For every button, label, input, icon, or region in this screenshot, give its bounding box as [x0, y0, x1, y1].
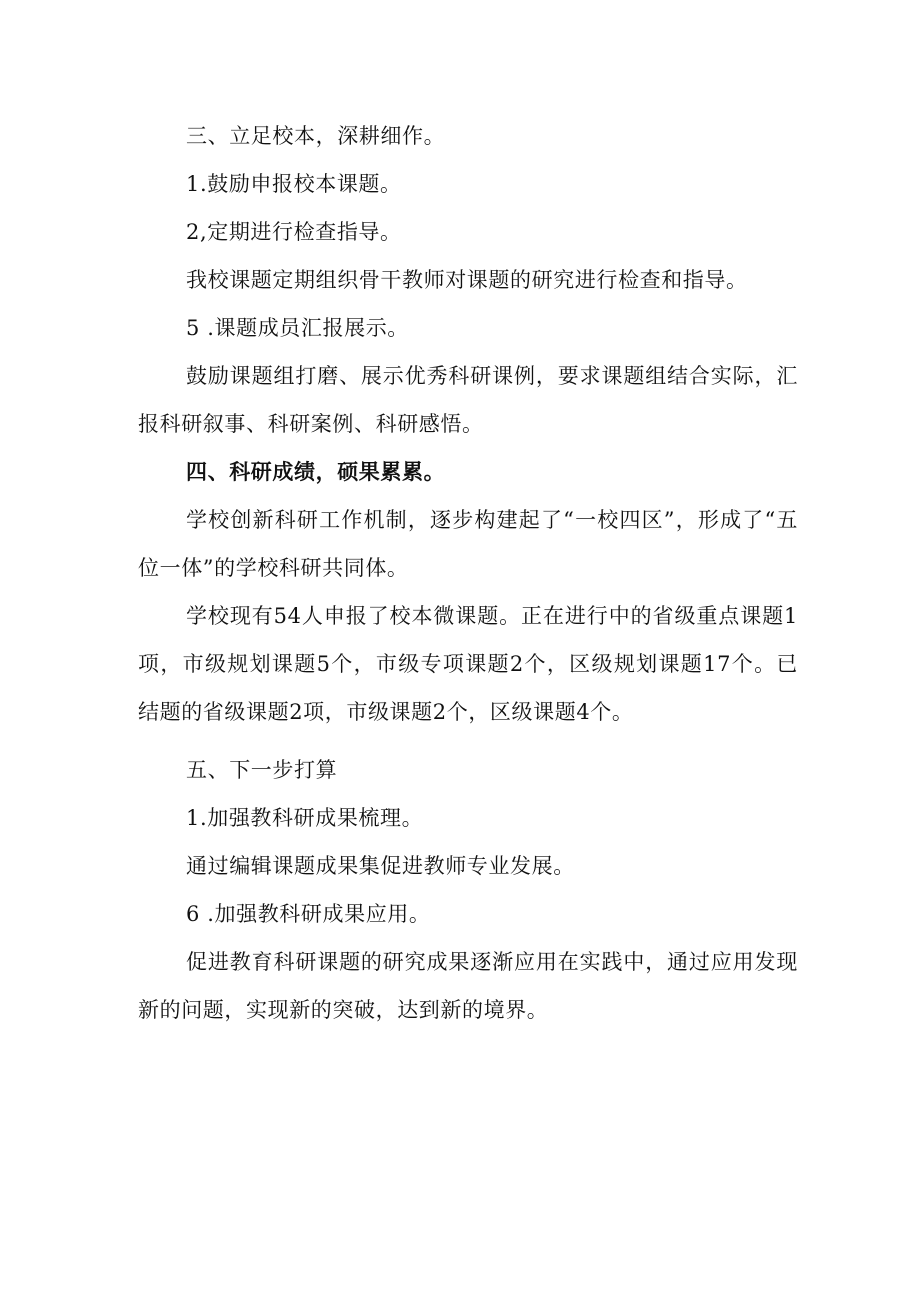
list-item-6: 6 .加强教科研成果应用。 — [186, 902, 431, 926]
list-item-5: 5 .课题成员汇报展示。 — [186, 316, 409, 340]
section-heading-3: 三、立足校本，深耕细作。 — [186, 124, 446, 148]
paragraph-inspection: 我校课题定期组织骨干教师对课题的研究进行检查和指导。 — [186, 268, 748, 292]
document-body — [138, 112, 798, 1034]
list-item-1: 1.鼓励申报校本课题。 — [186, 172, 402, 196]
list-item-2: 2,定期进行检查指导。 — [186, 220, 402, 244]
section-heading-5: 五、下一步打算 — [186, 758, 338, 782]
paragraph-mechanism: 学校创新科研工作机制，逐步构建起了“一校四区”，形成了“五位一体”的学校科研共同体。 — [138, 508, 798, 580]
paragraph-showcase: 鼓励课题组打磨、展示优秀科研课例，要求课题组结合实际，汇报科研叙事、科研案例、科研感悟。 — [138, 364, 798, 436]
section-heading-4: 四、科研成绩，硕果累累。 — [186, 460, 446, 484]
paragraph-statistics: 学校现有54人申报了校本微课题。正在进行中的省级重点课题1项，市级规划课题5个，市级专项课题2个，区级规划课题17个。已结题的省级课题2项，市级课题2个，区级课题4个。 — [138, 604, 798, 724]
paragraph-compilation: 通过编辑课题成果集促进教师专业发展。 — [186, 854, 575, 878]
list-item-next-1: 1.加强教科研成果梳理。 — [186, 806, 424, 830]
paragraph-application: 促进教育科研课题的研究成果逐渐应用在实践中，通过应用发现新的问题，实现新的突破，达到新的境界。 — [138, 950, 798, 1022]
